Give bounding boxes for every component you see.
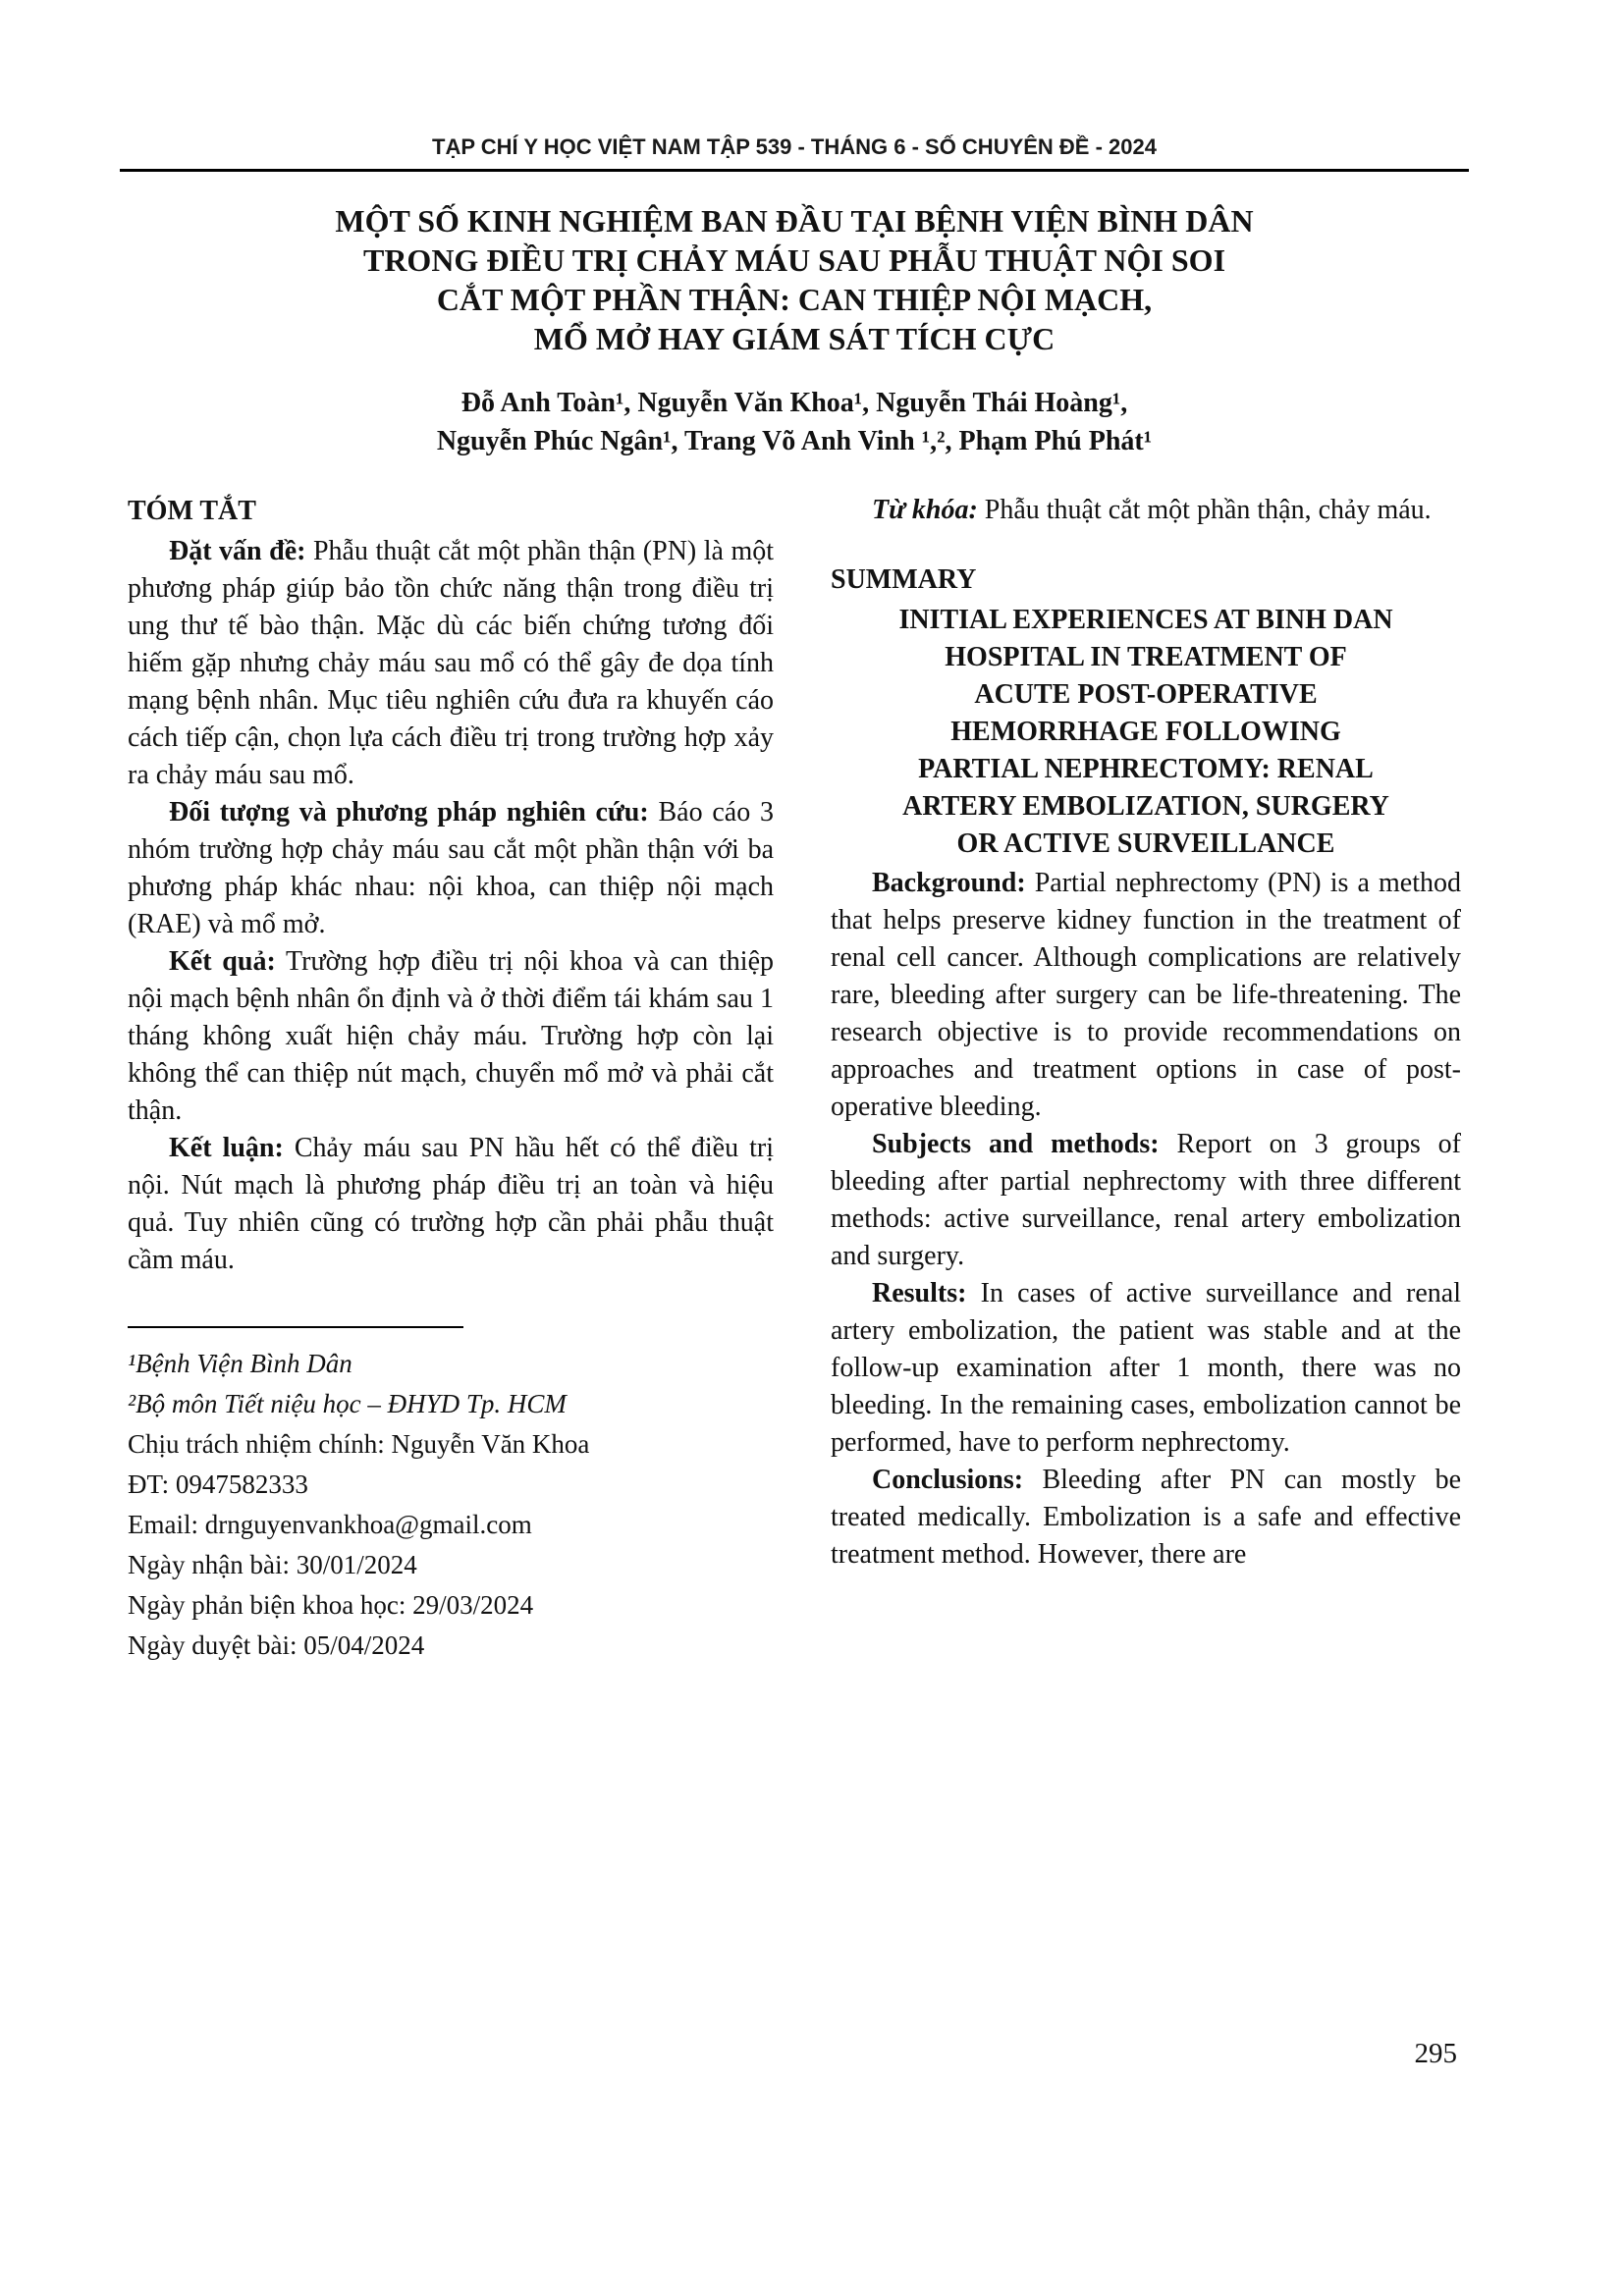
summary-title — [831, 602, 1461, 863]
abstract-paragraph-background — [128, 533, 774, 794]
summary-title-line: PARTIAL NEPHRECTOMY: RENAL — [918, 754, 1374, 784]
footnote-corresponding-author: Chịu trách nhiệm chính: Nguyễn Văn Khoa — [128, 1429, 590, 1459]
two-column-body — [128, 492, 1461, 1666]
summary-title-line: OR ACTIVE SURVEILLANCE — [956, 828, 1335, 859]
summary-heading: SUMMARY — [831, 564, 977, 595]
paragraph-lead: Results: — [872, 1278, 967, 1308]
paragraph-text: Bleeding after PN can mostly be treated medically. Embolization is a safe and effective treatment method. However, there are — [831, 1465, 1462, 1570]
keywords-paragraph — [831, 492, 1461, 529]
summary-title-line: INITIAL EXPERIENCES AT BINH DAN — [898, 605, 1393, 635]
keywords-lead: Từ khóa: — [872, 495, 978, 525]
footnote-accepted-date: Ngày duyệt bài: 05/04/2024 — [128, 1630, 425, 1660]
article-title-line: MỘT SỐ KINH NGHIỆM BAN ĐẦU TẠI BỆNH VIỆN BÌNH DÂN — [335, 203, 1254, 239]
abstract-paragraph-methods — [128, 794, 774, 943]
paragraph-text: In cases of active surveillance and renal artery embolization, the patient was stable and at the follow-up examination after 1 month, there was no bleeding. In the remaining cases, embolization cannot be performed, have to perform nephrectomy. — [831, 1278, 1461, 1458]
paragraph-lead: Đặt vấn đề: — [169, 536, 306, 566]
right-column — [831, 492, 1461, 1666]
page-number: 295 — [1414, 2038, 1457, 2069]
summary-title-line: HOSPITAL IN TREATMENT OF — [945, 642, 1347, 672]
summary-title-line: ACUTE POST-OPERATIVE — [974, 679, 1318, 710]
left-column — [128, 492, 774, 1666]
footnote-received-date: Ngày nhận bài: 30/01/2024 — [128, 1550, 417, 1579]
article-title-line: TRONG ĐIỀU TRỊ CHẢY MÁU SAU PHẪU THUẬT NỘI SOI — [362, 242, 1226, 278]
summary-paragraph-results — [831, 1275, 1461, 1462]
footnote-divider — [128, 1326, 463, 1328]
article-title — [128, 201, 1461, 358]
paragraph-text: Phẫu thuật cắt một phần thận (PN) là một phương pháp giúp bảo tồn chức năng thận trong điều trị ung thư tế bào thận. Mặc dù các biến chứng tương đối hiếm gặp nhưng chảy máu sau mổ có thể gây đe dọa tính mạng bệnh nhân. Mục tiêu nghiên cứu đưa ra khuyến cáo cách tiếp cận, chọn lựa cách điều trị trong trường hợp xảy ra chảy máu sau mổ. — [128, 536, 775, 790]
paragraph-lead: Đối tượng và phương pháp nghiên cứu: — [169, 797, 649, 828]
header-divider — [120, 169, 1469, 172]
footnote-email: Email: drnguyenvankhoa@gmail.com — [128, 1510, 532, 1539]
keywords-text: Phẫu thuật cắt một phần thận, chảy máu. — [984, 495, 1432, 525]
abstract-paragraph-results — [128, 943, 774, 1130]
summary-title-line: ARTERY EMBOLIZATION, SURGERY — [902, 791, 1389, 822]
summary-paragraph-background — [831, 865, 1461, 1126]
abstract-heading: TÓM TẮT — [128, 496, 256, 526]
footnote-review-date: Ngày phản biện khoa học: 29/03/2024 — [128, 1590, 534, 1620]
paragraph-lead: Conclusions: — [872, 1465, 1024, 1495]
footnote-affiliation-1: ¹Bệnh Viện Bình Dân — [128, 1349, 352, 1378]
paragraph-text: Report on 3 groups of bleeding after partial nephrectomy with three different methods: active surveillance, renal artery embolization and surgery. — [831, 1129, 1461, 1271]
paragraph-text: Báo cáo 3 nhóm trường hợp chảy máu sau cắt một phần thận với ba phương pháp khác nhau: nội khoa, can thiệp nội mạch (RAE) và mổ mở. — [128, 797, 774, 939]
author-line: Nguyễn Phúc Ngân¹, Trang Võ Anh Vinh ¹,², Phạm Phú Phát¹ — [436, 426, 1153, 456]
footnote-block — [128, 1326, 774, 1666]
paragraph-text: Chảy máu sau PN hầu hết có thể điều trị nội. Nút mạch là phương pháp điều trị an toàn và hiệu quả. Tuy nhiên cũng có trường hợp cần phải phẫu thuật cầm máu. — [128, 1133, 775, 1275]
footnote-phone: ĐT: 0947582333 — [128, 1469, 308, 1499]
abstract-paragraph-conclusions — [128, 1130, 774, 1279]
paragraph-lead: Background: — [872, 868, 1026, 898]
footnote-affiliation-2: ²Bộ môn Tiết niệu học – ĐHYD Tp. HCM — [128, 1389, 567, 1418]
paragraph-lead: Kết luận: — [169, 1133, 284, 1163]
paragraph-text: Partial nephrectomy (PN) is a method that helps preserve kidney function in the treatment of renal cell cancer. Although complications are relatively rare, bleeding after surgery can be life-threatening. The research objective is to provide recommendations on approaches and treatment options in case of post-operative bleeding. — [831, 868, 1461, 1122]
paragraph-lead: Kết quả: — [169, 946, 276, 977]
summary-paragraph-conclusions — [831, 1462, 1461, 1574]
article-title-line: CẮT MỘT PHẦN THẬN: CAN THIỆP NỘI MẠCH, — [436, 282, 1153, 317]
paragraph-text: Trường hợp điều trị nội khoa và can thiệp nội mạch bệnh nhân ổn định và ở thời điểm tái khám sau 1 tháng không xuất hiện chảy máu. Trường hợp còn lại không thể can thiệp nút mạch, chuyển mổ mở và phải cắt thận. — [128, 946, 774, 1126]
summary-title-line: HEMORRHAGE FOLLOWING — [950, 717, 1341, 747]
author-line: Đỗ Anh Toàn¹, Nguyễn Văn Khoa¹, Nguyễn Thái Hoàng¹, — [460, 388, 1128, 418]
journal-running-head: TẠP CHÍ Y HỌC VIỆT NAM TẬP 539 - THÁNG 6 - SỐ CHUYÊN ĐỀ - 2024 — [432, 134, 1157, 159]
author-list — [128, 384, 1461, 460]
article-title-line: MỔ MỞ HAY GIÁM SÁT TÍCH CỰC — [533, 321, 1056, 356]
paragraph-lead: Subjects and methods: — [872, 1129, 1160, 1159]
summary-paragraph-methods — [831, 1126, 1461, 1275]
